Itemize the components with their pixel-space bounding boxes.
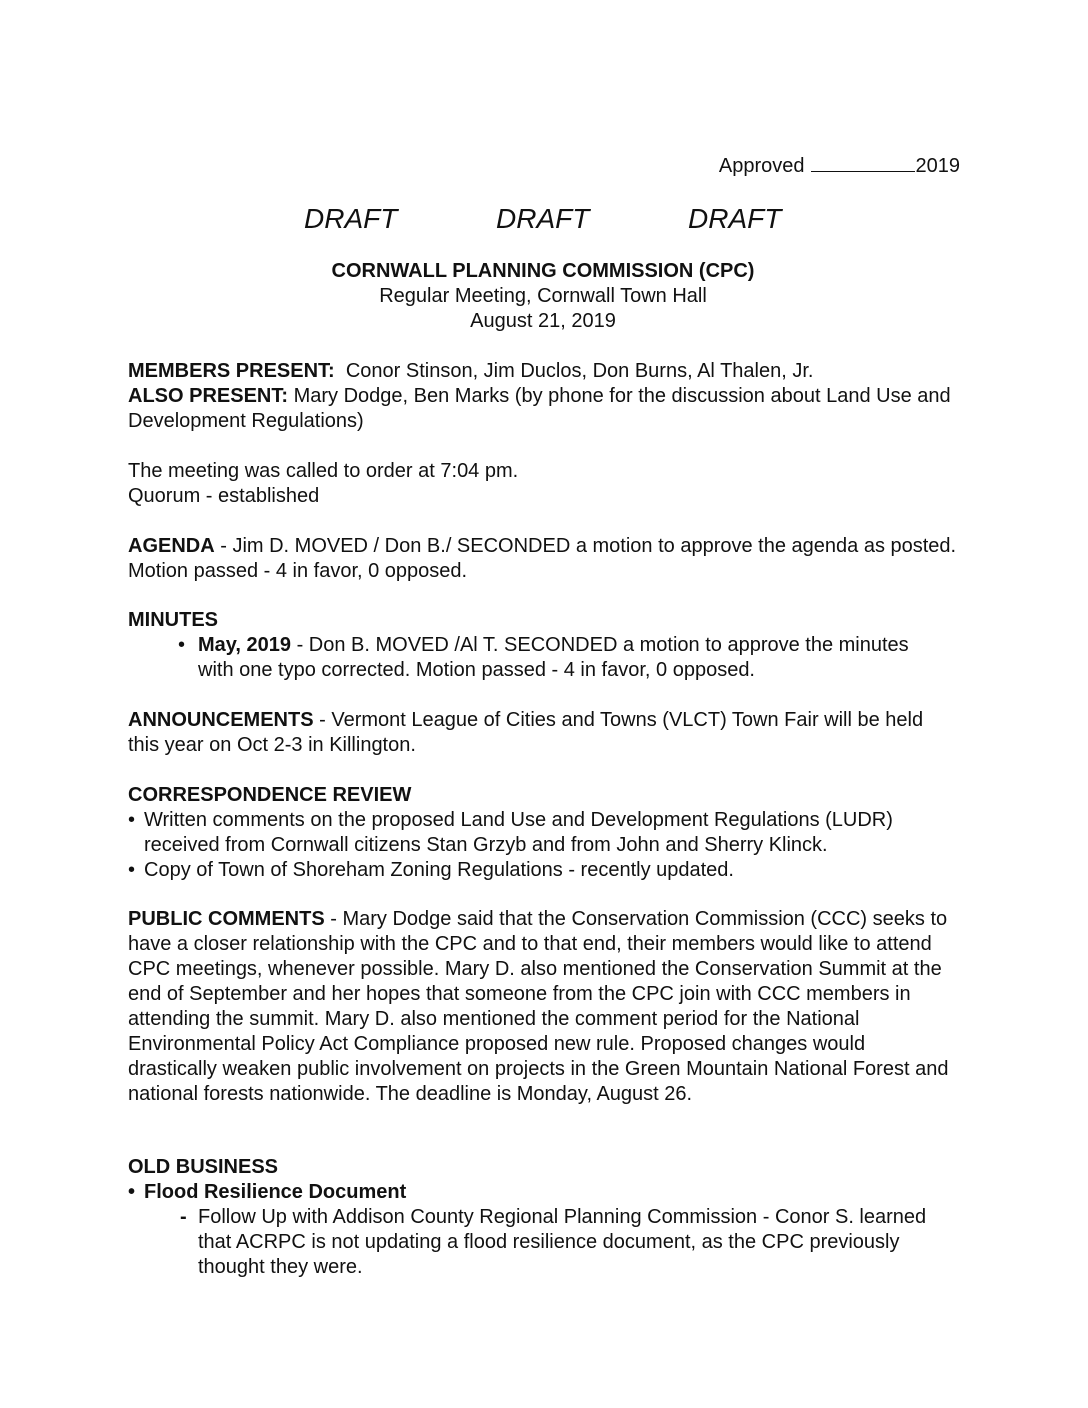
draft-mark-2: DRAFT — [496, 203, 590, 234]
old-business-item: - Follow Up with Addison County Regional Planning Commission - Conor S. learned that ACRPC is not updating a flood resilience document, as the CPC previously thought they were. — [180, 1206, 927, 1278]
minutes-heading: MINUTES — [128, 609, 218, 631]
document-subtitle: Regular Meeting, Cornwall Town Hall — [379, 285, 707, 307]
old-business-topic: • Flood Resilience Document — [128, 1181, 407, 1203]
document-title: CORNWALL PLANNING COMMISSION (CPC) — [331, 260, 755, 282]
minutes-item: • May, 2019 - Don B. MOVED /Al T. SECONDED a motion to approve the minutes with one typo corrected. Motion passed - 4 in favor, 0 opposed. — [178, 634, 909, 681]
dash-icon: - — [180, 1206, 187, 1228]
meeting-date: August 21, 2019 — [470, 310, 616, 332]
agenda-section: AGENDA - Jim D. MOVED / Don B./ SECONDED a motion to approve the agenda as posted. Motion passed - 4 in favor, 0 opposed. — [128, 535, 957, 582]
draft-mark-3: DRAFT — [688, 203, 782, 234]
list-item: • Written comments on the proposed Land Use and Development Regulations (LUDR) received from Cornwall citizens Stan Grzyb and from John and Sherry Klinck. — [128, 809, 893, 856]
call-to-order: The meeting was called to order at 7:04 pm. — [128, 460, 519, 482]
bullet-icon: • — [128, 1181, 136, 1203]
approved-year: 2019 — [915, 155, 960, 177]
members-present: MEMBERS PRESENT: Conor Stinson, Jim Duclos, Don Burns, Al Thalen, Jr. — [128, 360, 814, 382]
list-item: • Copy of Town of Shoreham Zoning Regulations - recently updated. — [128, 859, 734, 881]
bullet-icon: • — [128, 859, 136, 881]
bullet-icon: • — [128, 809, 136, 831]
announcements-section: ANNOUNCEMENTS - Vermont League of Cities and Towns (VLCT) Town Fair will be held this year on Oct 2-3 in Killington. — [128, 709, 924, 756]
also-present: ALSO PRESENT: Mary Dodge, Ben Marks (by phone for the discussion about Land Use and Development Regulations) — [128, 385, 951, 432]
old-business-heading: OLD BUSINESS — [128, 1156, 279, 1178]
bullet-icon: • — [178, 634, 186, 656]
public-comments-section: PUBLIC COMMENTS - Mary Dodge said that the Conservation Commission (CCC) seeks to have a closer relationship with the CPC and to that end, their members would like to attend CPC meetings, whenever possible. Mary D. also mentioned the Conservation Summit at the end of September and her hopes that someone from the CPC join with CCC members in attending the summit. Mary D. also mentioned the comment period for the National Environmental Policy Act Compliance proposed new rule. Proposed changes would drastically weaken public involvement on projects in the Green Mountain National Forest and national forests nationwide. The deadline is Monday, August 26. — [128, 908, 949, 1105]
approved-label: Approved — [718, 155, 805, 177]
correspondence-heading: CORRESPONDENCE REVIEW — [128, 784, 412, 806]
correspondence-list — [128, 808, 958, 883]
approval-blank — [811, 153, 915, 172]
quorum: Quorum - established — [128, 485, 320, 507]
approval-line — [719, 153, 960, 179]
draft-mark-1: DRAFT — [304, 203, 398, 234]
